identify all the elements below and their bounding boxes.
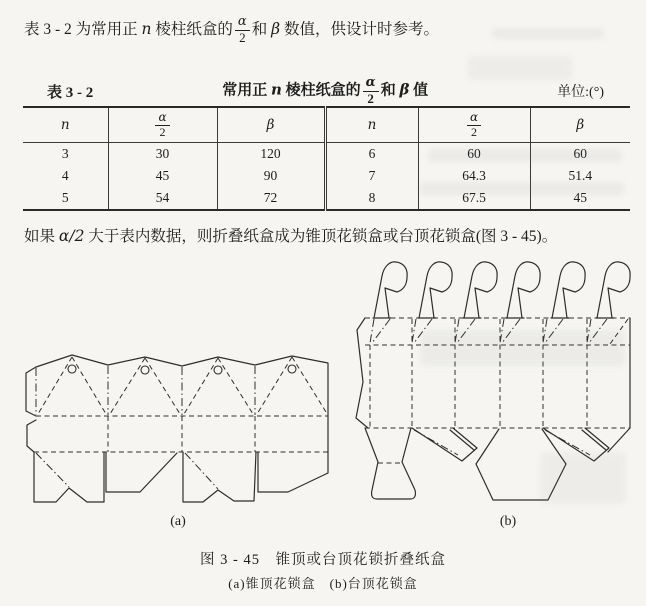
table-title: 常用正 n 棱柱纸盒的 $\frac{\alpha}{2}$ 和 β 值 [222, 74, 429, 106]
net-a-cone-top-carton [26, 355, 328, 502]
scan-bleed-artifact [420, 182, 624, 195]
table-unit: 单位:(°) [557, 85, 604, 100]
curl-hook-tab [464, 262, 497, 318]
punch-hole [214, 366, 222, 374]
alpha-over-2-fraction: $\frac{\alpha}{2}$ [363, 76, 379, 106]
figure-caption: 图 3 - 45 锥顶或台顶花锁折叠纸盒 [200, 552, 446, 568]
header-beta: β [217, 107, 325, 143]
figure-label-b: (b) [499, 514, 517, 529]
figure-3-45-diagram [0, 256, 646, 556]
net-b-left-glue-edge [356, 318, 368, 428]
punch-hole [68, 365, 76, 373]
variable-n: n [141, 20, 152, 38]
alpha-over-2-fraction: $\frac{\alpha}{2}$ [235, 15, 250, 45]
body-paragraph: 如果 α/2 大于表内数据，则折叠纸盒成为锥顶花锁盒或台顶花锁盒(图 3 - 45)。 [24, 227, 558, 245]
variable-beta: β [271, 20, 281, 38]
net-a-fold-lines-dashed [34, 416, 328, 452]
scan-bleed-artifact [468, 56, 572, 80]
alpha-over-2-fraction: $\frac{\alpha}{2}$ [155, 111, 169, 139]
net-a-bottom-flaps [34, 452, 256, 502]
alpha-over-2-inline: α/2 [58, 227, 85, 245]
table-row: 5 54 72 8 67.5 45 [23, 187, 630, 210]
table-label: 表 3 - 2 [47, 84, 94, 101]
curl-hook-tab [419, 262, 452, 318]
header-beta: β [530, 107, 630, 143]
net-a-outline [36, 355, 328, 492]
curl-hook-tab [597, 262, 630, 318]
header-n: n [325, 107, 418, 143]
figure-subcaption: (a)锥顶花锁盒 (b)台顶花锁盒 [228, 576, 418, 591]
curl-hook-tab [374, 262, 407, 318]
table-row: 3 30 120 6 60 60 [23, 143, 630, 166]
net-a-glue-flaps [26, 367, 36, 452]
header-alpha-2 [418, 107, 530, 143]
table-header-row [23, 107, 630, 143]
figure-label-a: (a) [170, 514, 186, 529]
net-a-crease-lines [36, 366, 255, 489]
alpha-over-2-fraction: $\frac{\alpha}{2}$ [467, 111, 481, 139]
header-alpha-2 [108, 107, 217, 143]
scan-bleed-artifact [540, 452, 626, 504]
intro-text: 表 3 - 2 为常用正 [24, 21, 142, 38]
variable-n: n [271, 80, 282, 99]
punch-hole [141, 366, 149, 374]
scan-bleed-artifact [492, 28, 604, 39]
fold-vee-mark [370, 319, 390, 343]
curl-hook-tab [507, 262, 540, 318]
curl-hook-tab [552, 262, 585, 318]
intro-paragraph: 表 3 - 2 为常用正 n 棱柱纸盒的 $\frac{\alpha}{2}$ 和 β 数值，供设计时参考。 [24, 14, 439, 45]
punch-hole [288, 365, 296, 373]
scan-bleed-artifact [428, 149, 622, 162]
table-row: 4 45 90 7 64.3 51.4 [23, 165, 630, 187]
variable-beta: β [399, 80, 410, 99]
header-n: n [23, 107, 108, 143]
scan-bleed-artifact [420, 330, 625, 366]
net-b-lock-flap-left [412, 428, 477, 461]
